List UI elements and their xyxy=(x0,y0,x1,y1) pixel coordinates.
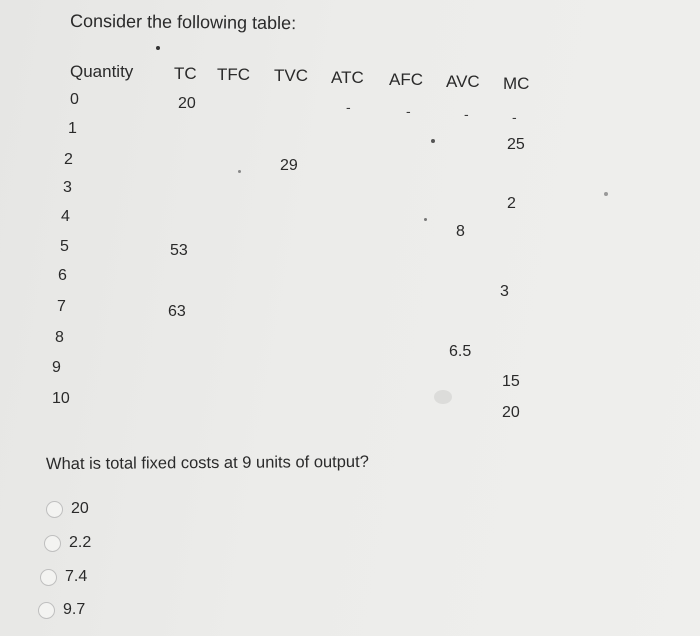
header-mc: MC xyxy=(503,74,530,93)
header-tc: TC xyxy=(174,64,197,83)
mc-cell: 15 xyxy=(502,373,520,390)
avc-cell: 8 xyxy=(456,223,465,240)
afc-cell: - xyxy=(406,103,411,119)
answer-option-label: 9.7 xyxy=(63,601,86,618)
ink-speck xyxy=(431,139,435,143)
ink-speck xyxy=(604,192,608,196)
quantity-cell: 6 xyxy=(58,267,67,284)
answer-option-20[interactable] xyxy=(46,500,89,518)
atc-cell: - xyxy=(346,99,351,115)
ink-speck xyxy=(424,218,427,221)
header-tfc: TFC xyxy=(217,65,251,84)
radio-button-icon[interactable] xyxy=(44,535,61,552)
answer-option-2-2[interactable] xyxy=(44,534,91,552)
answer-option-7-4[interactable] xyxy=(40,568,87,586)
header-afc: AFC xyxy=(389,70,423,89)
radio-button-icon[interactable] xyxy=(46,501,63,518)
radio-button-icon[interactable] xyxy=(40,569,57,586)
tc-cell: 53 xyxy=(170,242,188,259)
ink-speck xyxy=(156,46,160,50)
tvc-cell: 29 xyxy=(280,157,298,174)
ink-speck xyxy=(238,170,241,173)
avc-cell: 6.5 xyxy=(449,343,472,360)
mc-cell: 20 xyxy=(502,404,520,421)
quantity-cell: 1 xyxy=(68,120,77,137)
header-tvc: TVC xyxy=(274,66,308,85)
answer-option-label: 7.4 xyxy=(65,568,88,585)
tc-cell: 63 xyxy=(168,303,186,320)
quantity-cell: 2 xyxy=(64,151,73,168)
question-text: What is total fixed costs at 9 units of output? xyxy=(45,452,369,474)
answer-option-label: 20 xyxy=(71,500,89,517)
mc-cell: 2 xyxy=(507,195,516,212)
mc-cell: 3 xyxy=(500,283,509,300)
radio-button-icon[interactable] xyxy=(38,602,55,619)
quantity-cell: 3 xyxy=(63,179,72,196)
quantity-cell: 8 xyxy=(55,329,64,346)
instruction-text: Consider the following table: xyxy=(69,10,297,34)
header-atc: ATC xyxy=(331,68,364,87)
quantity-cell: 4 xyxy=(61,208,70,225)
mc-cell: 25 xyxy=(507,136,525,153)
avc-cell: - xyxy=(464,106,469,122)
answer-option-9-7[interactable] xyxy=(38,601,85,619)
tc-cell: 20 xyxy=(178,95,196,112)
header-quantity: Quantity xyxy=(70,62,134,81)
answer-option-label: 2.2 xyxy=(69,534,92,551)
smudge xyxy=(434,390,452,404)
quantity-cell: 0 xyxy=(70,91,79,108)
quantity-cell: 7 xyxy=(57,298,66,315)
quantity-cell: 9 xyxy=(52,359,61,376)
quantity-cell: 5 xyxy=(60,238,69,255)
quantity-cell: 10 xyxy=(52,390,70,407)
mc-cell: - xyxy=(512,109,517,125)
header-avc: AVC xyxy=(446,72,480,91)
